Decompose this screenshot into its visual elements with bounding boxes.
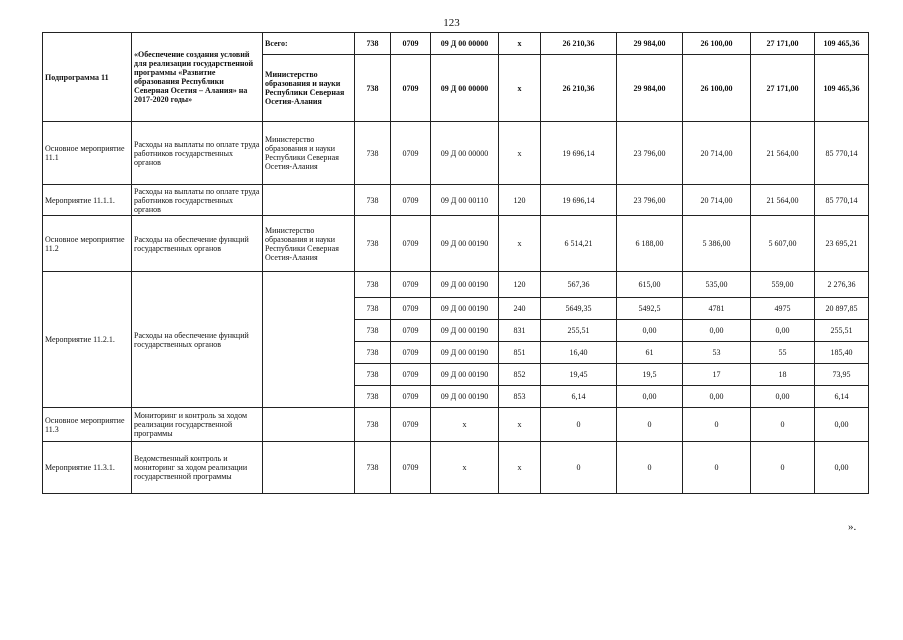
program-name-cell: Основное мероприятие 11.3: [43, 408, 132, 442]
grbs-cell: 738: [355, 185, 391, 216]
section-code-cell: 0709: [391, 55, 431, 122]
value-2018-cell: 23 796,00: [617, 185, 683, 216]
value-2017-cell: 19,45: [541, 364, 617, 386]
value-2017-cell: 26 210,36: [541, 33, 617, 55]
program-name-cell: Мероприятие 11.3.1.: [43, 442, 132, 494]
value-2019-cell: 535,00: [683, 272, 751, 298]
value-2018-cell: 19,5: [617, 364, 683, 386]
target-article-cell: 09 Д 00 00000: [431, 122, 499, 185]
value-2019-cell: 26 100,00: [683, 33, 751, 55]
target-article-cell: 09 Д 00 00000: [431, 55, 499, 122]
target-article-cell: х: [431, 408, 499, 442]
value-2019-cell: 0: [683, 442, 751, 494]
target-article-cell: 09 Д 00 00190: [431, 298, 499, 320]
value-2019-cell: 26 100,00: [683, 55, 751, 122]
grbs-cell: 738: [355, 33, 391, 55]
section-code-cell: 0709: [391, 298, 431, 320]
total-cell: 6,14: [815, 386, 869, 408]
target-article-cell: 09 Д 00 00190: [431, 386, 499, 408]
table-row: [43, 442, 869, 494]
value-2020-cell: 0,00: [751, 320, 815, 342]
section-code-cell: 0709: [391, 442, 431, 494]
grbs-cell: 738: [355, 442, 391, 494]
total-cell: 185,40: [815, 342, 869, 364]
grbs-cell: 738: [355, 364, 391, 386]
value-2020-cell: 0: [751, 408, 815, 442]
value-2018-cell: 0,00: [617, 320, 683, 342]
program-name-cell: Основное мероприятие 11.1: [43, 122, 132, 185]
grbs-cell: 738: [355, 122, 391, 185]
table-row: [43, 272, 869, 298]
expense-type-cell: х: [499, 33, 541, 55]
expense-type-cell: х: [499, 55, 541, 122]
value-2019-cell: 53: [683, 342, 751, 364]
program-name-cell: Основное мероприятие 11.2: [43, 216, 132, 272]
value-2020-cell: 559,00: [751, 272, 815, 298]
value-2017-cell: 0: [541, 408, 617, 442]
table-row: [43, 185, 869, 216]
section-code-cell: 0709: [391, 122, 431, 185]
program-description-cell: «Обеспечение создания условий для реализации государственной программы «Развитие образования Республики Северная Осетия – Алания» на 2017-2020 годы»: [132, 33, 263, 122]
value-2019-cell: 0: [683, 408, 751, 442]
target-article-cell: 09 Д 00 00190: [431, 272, 499, 298]
value-2019-cell: 0,00: [683, 320, 751, 342]
program-description-cell: Мониторинг и контроль за ходом реализации государственной программы: [132, 408, 263, 442]
program-description-cell: Расходы на выплаты по оплате труда работников государственных органов: [132, 122, 263, 185]
expense-type-cell: х: [499, 408, 541, 442]
value-2019-cell: 4781: [683, 298, 751, 320]
total-cell: 109 465,36: [815, 55, 869, 122]
value-2019-cell: 20 714,00: [683, 185, 751, 216]
value-2020-cell: 21 564,00: [751, 122, 815, 185]
value-2020-cell: 0: [751, 442, 815, 494]
section-code-cell: 0709: [391, 320, 431, 342]
target-article-cell: 09 Д 00 00190: [431, 216, 499, 272]
expense-type-cell: 853: [499, 386, 541, 408]
value-2020-cell: 27 171,00: [751, 55, 815, 122]
total-cell: 255,51: [815, 320, 869, 342]
program-description-cell: Расходы на обеспечение функций государственных органов: [132, 216, 263, 272]
section-code-cell: 0709: [391, 185, 431, 216]
value-2019-cell: 5 386,00: [683, 216, 751, 272]
grbs-cell: 738: [355, 386, 391, 408]
value-2018-cell: 0,00: [617, 386, 683, 408]
executor-cell: [263, 185, 355, 216]
section-code-cell: 0709: [391, 272, 431, 298]
table-row: [43, 408, 869, 442]
expense-type-cell: 831: [499, 320, 541, 342]
target-article-cell: 09 Д 00 00190: [431, 342, 499, 364]
table-row: [43, 216, 869, 272]
value-2018-cell: 61: [617, 342, 683, 364]
table-row: [43, 122, 869, 185]
grbs-cell: 738: [355, 408, 391, 442]
value-2018-cell: 6 188,00: [617, 216, 683, 272]
value-2020-cell: 55: [751, 342, 815, 364]
value-2017-cell: 5649,35: [541, 298, 617, 320]
section-code-cell: 0709: [391, 33, 431, 55]
grbs-cell: 738: [355, 216, 391, 272]
program-description-cell: Расходы на обеспечение функций государственных органов: [132, 272, 263, 408]
value-2017-cell: 255,51: [541, 320, 617, 342]
grbs-cell: 738: [355, 320, 391, 342]
program-description-cell: Расходы на выплаты по оплате труда работников государственных органов: [132, 185, 263, 216]
value-2017-cell: 567,36: [541, 272, 617, 298]
executor-cell: Министерство образования и науки Республики Северная Осетия-Алания: [263, 55, 355, 122]
expense-type-cell: х: [499, 216, 541, 272]
value-2020-cell: 27 171,00: [751, 33, 815, 55]
expense-type-cell: х: [499, 122, 541, 185]
value-2019-cell: 17: [683, 364, 751, 386]
target-article-cell: х: [431, 442, 499, 494]
value-2017-cell: 26 210,36: [541, 55, 617, 122]
executor-cell: Всего:: [263, 33, 355, 55]
expense-type-cell: 240: [499, 298, 541, 320]
closing-quote: ».: [848, 521, 857, 533]
executor-cell: Министерство образования и науки Республики Северная Осетия-Алания: [263, 122, 355, 185]
expense-type-cell: 852: [499, 364, 541, 386]
program-description-cell: Ведомственный контроль и мониторинг за ходом реализации государственной программы: [132, 442, 263, 494]
section-code-cell: 0709: [391, 386, 431, 408]
table-row: [43, 33, 869, 55]
total-cell: 73,95: [815, 364, 869, 386]
section-code-cell: 0709: [391, 364, 431, 386]
program-name-cell: Мероприятие 11.2.1.: [43, 272, 132, 408]
value-2019-cell: 20 714,00: [683, 122, 751, 185]
section-code-cell: 0709: [391, 216, 431, 272]
budget-table: [42, 32, 869, 494]
value-2017-cell: 16,40: [541, 342, 617, 364]
value-2020-cell: 18: [751, 364, 815, 386]
total-cell: 0,00: [815, 442, 869, 494]
total-cell: 0,00: [815, 408, 869, 442]
grbs-cell: 738: [355, 298, 391, 320]
value-2018-cell: 29 984,00: [617, 33, 683, 55]
value-2017-cell: 0: [541, 442, 617, 494]
value-2020-cell: 0,00: [751, 386, 815, 408]
value-2020-cell: 5 607,00: [751, 216, 815, 272]
executor-cell: [263, 442, 355, 494]
total-cell: 109 465,36: [815, 33, 869, 55]
value-2020-cell: 21 564,00: [751, 185, 815, 216]
page-number: 123: [443, 17, 460, 29]
value-2018-cell: 23 796,00: [617, 122, 683, 185]
expense-type-cell: 120: [499, 272, 541, 298]
value-2020-cell: 4975: [751, 298, 815, 320]
executor-cell: Министерство образования и науки Республики Северная Осетия-Алания: [263, 216, 355, 272]
executor-cell: [263, 272, 355, 408]
value-2017-cell: 6 514,21: [541, 216, 617, 272]
value-2017-cell: 6,14: [541, 386, 617, 408]
value-2017-cell: 19 696,14: [541, 185, 617, 216]
executor-cell: [263, 408, 355, 442]
grbs-cell: 738: [355, 272, 391, 298]
value-2018-cell: 615,00: [617, 272, 683, 298]
program-name-cell: Подпрограмма 11: [43, 33, 132, 122]
section-code-cell: 0709: [391, 408, 431, 442]
value-2018-cell: 0: [617, 408, 683, 442]
total-cell: 85 770,14: [815, 185, 869, 216]
expense-type-cell: 851: [499, 342, 541, 364]
total-cell: 23 695,21: [815, 216, 869, 272]
value-2017-cell: 19 696,14: [541, 122, 617, 185]
expense-type-cell: 120: [499, 185, 541, 216]
total-cell: 20 897,85: [815, 298, 869, 320]
total-cell: 85 770,14: [815, 122, 869, 185]
target-article-cell: 09 Д 00 00190: [431, 364, 499, 386]
target-article-cell: 09 Д 00 00110: [431, 185, 499, 216]
value-2018-cell: 0: [617, 442, 683, 494]
expense-type-cell: х: [499, 442, 541, 494]
total-cell: 2 276,36: [815, 272, 869, 298]
value-2018-cell: 29 984,00: [617, 55, 683, 122]
target-article-cell: 09 Д 00 00190: [431, 320, 499, 342]
grbs-cell: 738: [355, 342, 391, 364]
section-code-cell: 0709: [391, 342, 431, 364]
target-article-cell: 09 Д 00 00000: [431, 33, 499, 55]
grbs-cell: 738: [355, 55, 391, 122]
value-2019-cell: 0,00: [683, 386, 751, 408]
value-2018-cell: 5492,5: [617, 298, 683, 320]
program-name-cell: Мероприятие 11.1.1.: [43, 185, 132, 216]
